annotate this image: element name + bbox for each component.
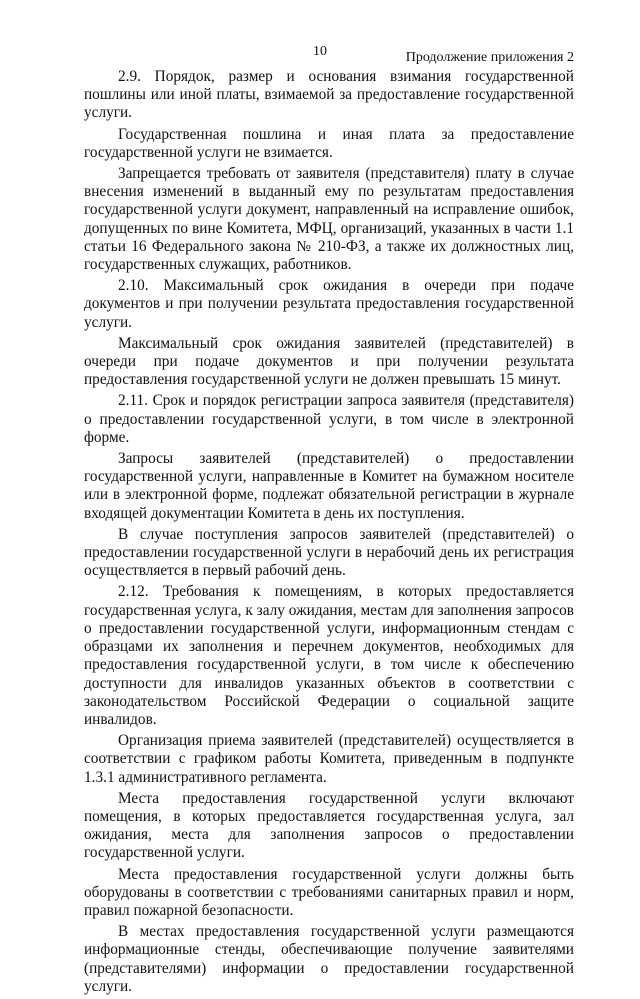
appendix-continuation-label: Продолжение приложения 2 <box>405 50 574 65</box>
paragraph-2-9-heading: 2.9. Порядок, размер и основания взимания государственной пошлины или иной платы, взимаемой за предоставление государственной услуги. <box>84 68 574 122</box>
paragraph: Места предоставления государственной услуги включают помещения, в которых предоставляется государственная услуга, зал ожидания, места для заполнения запросов о предоставлении государственной услуги. <box>84 789 574 862</box>
paragraph: Места предоставления государственной услуги должны быть оборудованы в соответствии с требованиями санитарных правил и норм, правил пожарной безопасности. <box>84 865 574 919</box>
paragraph: Запрещается требовать от заявителя (представителя) плату в случае внесения изменений в выданный ему по результатам предоставления государственной услуги документ, направленный на исправление ошибок, допущенных по вине Комитета, МФЦ, организаций, указанных в части 1.1 статьи 16 Федерального закона № 210-ФЗ, а также их должностных лиц, государственных служащих, работников. <box>84 165 574 274</box>
paragraph: В случае поступления запросов заявителей (представителей) о предоставлении государственной услуги в нерабочий день их регистрация осуществляется в первый рабочий день. <box>84 525 574 580</box>
paragraph: Максимальный срок ожидания заявителей (представителей) в очереди при подаче документов и при получении результата предоставления государственной услуги не должен превышать 15 минут. <box>84 334 574 389</box>
paragraph: Запросы заявителей (представителей) о предоставлении государственной услуги, направленные в Комитет на бумажном носителе или в электронной форме, подлежат обязательной регистрации в журнале входящей документации Комитета в день их поступления. <box>84 450 574 522</box>
page-number: 10 <box>313 44 327 59</box>
paragraph: Государственная пошлина и иная плата за предоставление государственной услуги не взимается. <box>84 125 574 161</box>
paragraph-2-12-heading: 2.12. Требования к помещениям, в которых предоставляется государственная услуга, к залу ожидания, местам для заполнения запросов о предоставлении государственной услуги, информационным стендам с образцами их заполнения и перечнем документов, необходимых для предоставления государственной услуги, в том числе к обеспечению доступности для инвалидов указанных объектов в соответствии с законодательством Российской Федерации о социальной защите инвалидов. <box>84 583 574 728</box>
document-body <box>84 68 574 999</box>
paragraph: Организация приема заявителей (представителей) осуществляется в соответствии с графиком работы Комитета, приведенным в подпункте 1.3.1 административного регламента. <box>84 732 574 786</box>
paragraph: В местах предоставления государственной услуги размещаются информационные стенды, обеспечивающие получение заявителями (представителями) информации о предоставлении государственной услуги. <box>84 923 574 995</box>
paragraph-2-10-heading: 2.10. Максимальный срок ожидания в очереди при подаче документов и при получении результата предоставления государственной услуги. <box>84 277 574 331</box>
paragraph-2-11-heading: 2.11. Срок и порядок регистрации запроса заявителя (представителя) о предоставлении государственной услуги, в том числе в электронной форме. <box>84 392 574 446</box>
